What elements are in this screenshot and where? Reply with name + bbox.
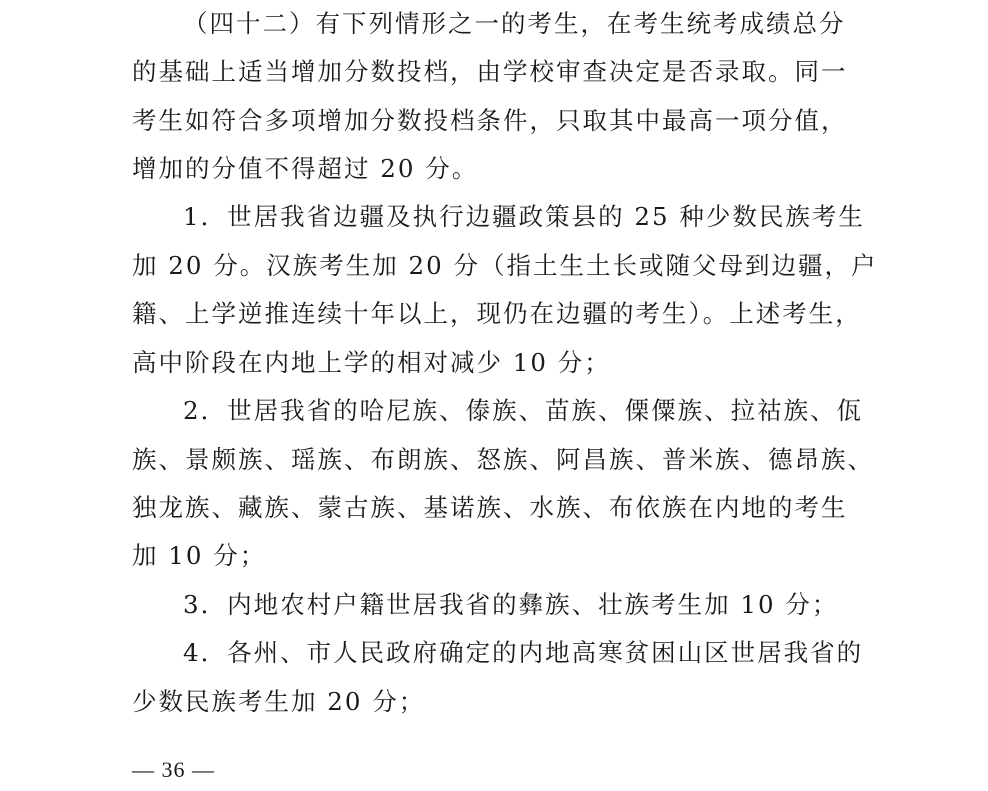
paragraph-line: （四十二）有下列情形之一的考生，在考生统考成绩总分 bbox=[183, 9, 846, 38]
paragraph-line: 增加的分值不得超过 20 分。 bbox=[132, 154, 479, 183]
paragraph-line: 少数民族考生加 20 分； bbox=[132, 687, 426, 716]
paragraph-line: 2．世居我省的哈尼族、傣族、苗族、傈僳族、拉祜族、佤 bbox=[183, 396, 864, 425]
paragraph-line: 族、景颇族、瑶族、布朗族、怒族、阿昌族、普米族、德昂族、 bbox=[132, 445, 874, 474]
paragraph-line: 3．内地农村户籍世居我省的彝族、壮族考生加 10 分； bbox=[183, 590, 839, 619]
paragraph-line: 籍、上学逆推连续十年以上，现仍在边疆的考生）。上述考生， bbox=[132, 299, 862, 328]
paragraph-line: 1．世居我省边疆及执行边疆政策县的 25 种少数民族考生 bbox=[183, 202, 865, 231]
paragraph-line: 考生如符合多项增加分数投档条件，只取其中最高一项分值， bbox=[132, 106, 848, 135]
paragraph-line: 4．各州、市人民政府确定的内地高寒贫困山区世居我省的 bbox=[183, 638, 864, 667]
page-number: — 36 — bbox=[132, 757, 215, 782]
paragraph-line: 的基础上适当增加分数投档，由学校审查决定是否录取。同一 bbox=[132, 57, 848, 86]
paragraph-line: 高中阶段在内地上学的相对减少 10 分； bbox=[132, 348, 611, 377]
paragraph-line: 独龙族、藏族、蒙古族、基诺族、水族、布依族在内地的考生 bbox=[132, 493, 848, 522]
paragraph-line: 加 10 分； bbox=[132, 541, 267, 570]
paragraph-line: 加 20 分。汉族考生加 20 分（指土生土长或随父母到边疆，户 bbox=[132, 251, 878, 280]
